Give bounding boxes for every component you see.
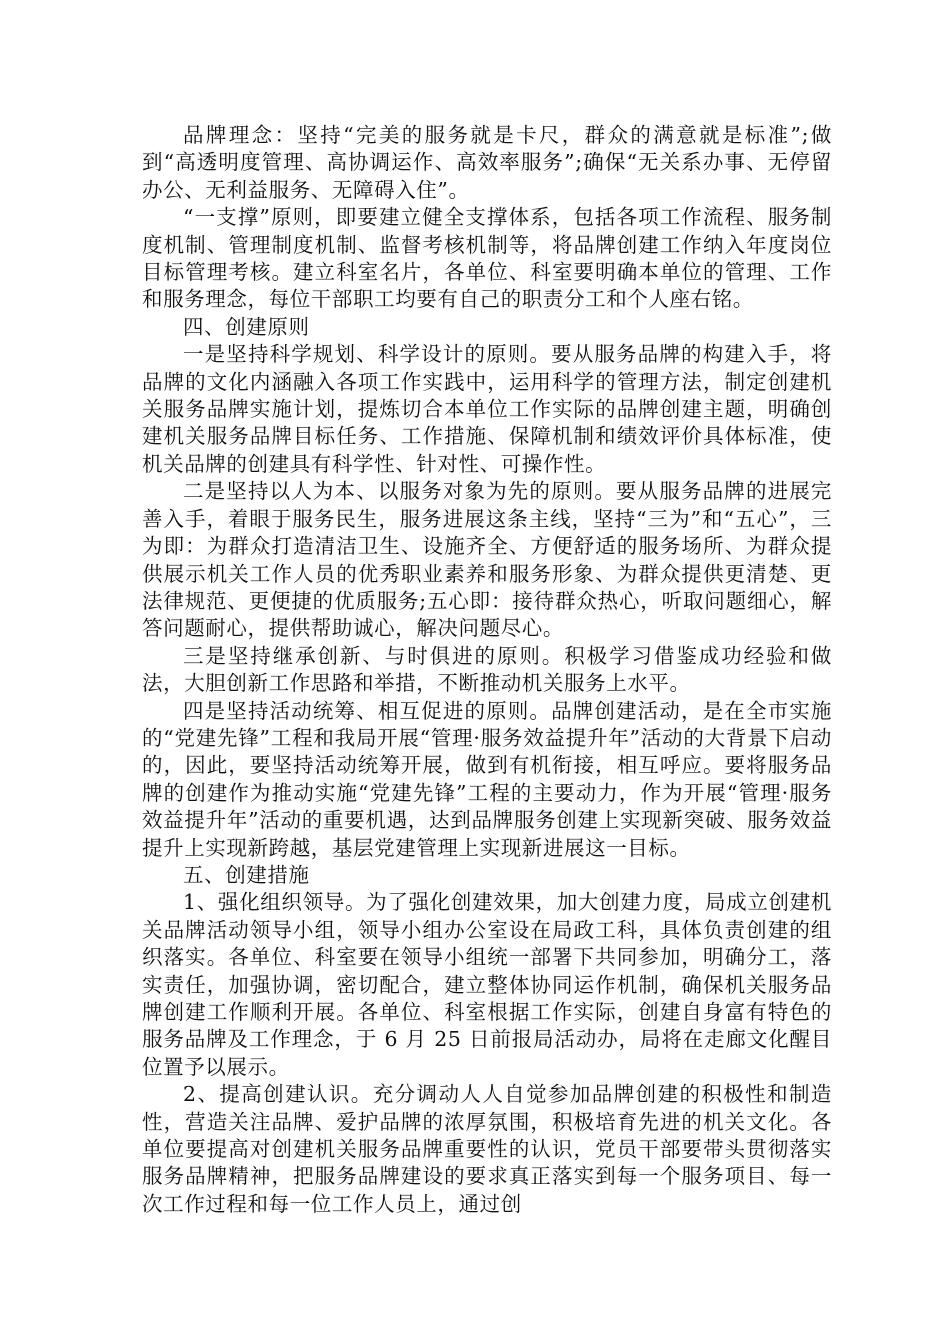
paragraph-one-support-principle: “一支撑”原则，即要建立健全支撑体系，包括各项工作流程、服务制度机制、管理制度机制、监督考核机制等，将品牌创建工作纳入年度岗位目标管理考核。建立科室名片，各单位、科室要明确本单位的管理、工作和服务理念，每位干部职工均要有自己的职责分工和个人座右铭。 xyxy=(142,205,832,312)
paragraph-brand-concept: 品牌理念：坚持“完美的服务就是卡尺，群众的满意就是标准”;做到“高透明度管理、高协调运作、高效率服务”;确保“无关系办事、无停留办公、无利益服务、无障碍入住”。 xyxy=(142,123,832,202)
section-heading-measures: 五、创建措施 xyxy=(183,862,310,887)
paragraph-principle-3: 三是坚持继承创新、与时俱进的原则。积极学习借鉴成功经验和做法，大胆创新工作思路和举措，不断推动机关服务上水平。 xyxy=(142,643,832,696)
paragraph-measure-1: 1、强化组织领导。为了强化创建效果，加大创建力度，局成立创建机关品牌活动领导小组，领导小组办公室设在局政工科，具体负责创建的组织落实。各单位、科室要在领导小组统一部署下共同参加，明确分工，落实责任，加强协调，密切配合，建立整体协同运作机制，确保机关服务品牌创建工作顺利开展。各单位、科室根据工作实际，创建自身富有特色的服务品牌及工作理念，于 6 月 25 日前报局活动办，局将在走廊文化醒目位置予以展示。 xyxy=(142,890,832,1079)
paragraph-principle-4: 四是坚持活动统筹、相互促进的原则。品牌创建活动，是在全市实施的“党建先锋”工程和我局开展“管理·服务效益提升年”活动的大背景下启动的，因此，要坚持活动统筹开展，做到有机衔接，相互呼应。要将服务品牌的创建作为推动实施“党建先锋”工程的主要动力，作为开展“管理·服务效益提升年”活动的重要机遇，达到品牌服务创建上实现新突破、服务效益提升上实现新跨越，基层党建管理上实现新进展这一目标。 xyxy=(142,698,832,860)
section-heading-principles: 四、创建原则 xyxy=(183,314,310,339)
paragraph-measure-2: 2、提高创建认识。充分调动人人自觉参加品牌创建的积极性和制造性，营造关注品牌、爱护品牌的浓厚氛围，积极培育先进的机关文化。各单位要提高对创建机关服务品牌重要性的认识，党员干部要带头贯彻落实服务品牌精神，把服务品牌建设的要求真正落实到每一个服务项目、每一次工作过程和每一位工作人员上，通过创 xyxy=(142,1082,832,1216)
paragraph-principle-1: 一是坚持科学规划、科学设计的原则。要从服务品牌的构建入手，将品牌的文化内涵融入各项工作实践中，运用科学的管理方法，制定创建机关服务品牌实施计划，提炼切合本单位工作实际的品牌创建主题，明确创建机关服务品牌目标任务、工作措施、保障机制和绩效评价具体标准，使机关品牌的创建具有科学性、针对性、可操作性。 xyxy=(142,342,832,476)
document-body xyxy=(142,122,832,1218)
paragraph-principle-2: 二是坚持以人为本、以服务对象为先的原则。要从服务品牌的进展完善入手，着眼于服务民生，服务进展这条主线，坚持“三为”和“五心”，三为即：为群众打造清洁卫生、设施齐全、方便舒适的服务场所、为群众提供展示机关工作人员的优秀职业素养和服务形象、为群众提供更清楚、更法律规范、更便捷的优质服务;五心即：接待群众热心，听取问题细心，解答问题耐心，提供帮助诚心，解决问题尽心。 xyxy=(142,479,832,641)
